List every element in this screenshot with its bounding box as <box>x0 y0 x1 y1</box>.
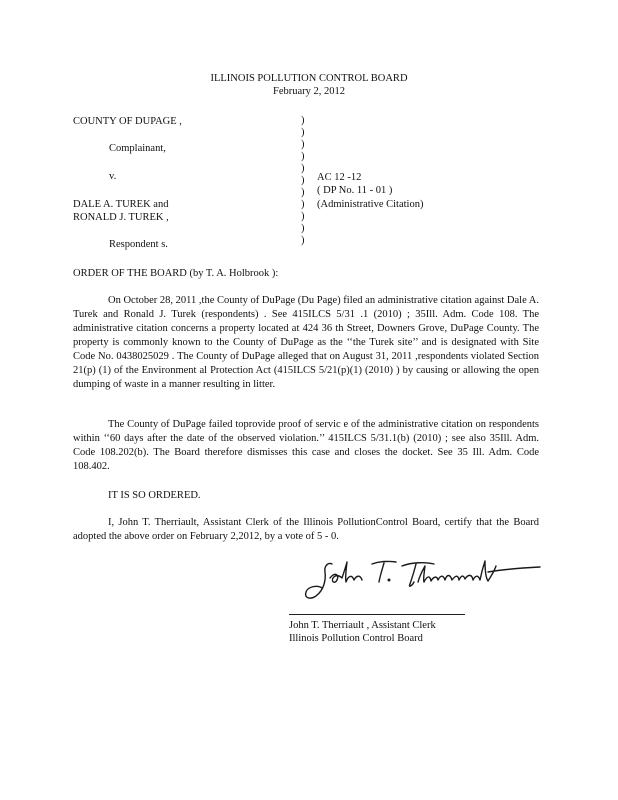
docket-number: ( DP No. 11 - 01 ) <box>317 185 393 196</box>
complainant-role: Complainant, <box>109 143 166 154</box>
complainant-party: COUNTY OF DUPAGE , <box>73 116 182 127</box>
bracket-mark: ) <box>301 175 305 186</box>
versus-label: v. <box>109 171 117 182</box>
bracket-mark: ) <box>301 199 305 210</box>
bracket-mark: ) <box>301 139 305 150</box>
case-type: (Administrative Citation) <box>317 199 424 210</box>
bracket-mark: ) <box>301 211 305 222</box>
body-paragraph: The County of DuPage failed toprovide proof of servic e of the administrative citation on respondents within ‘‘60 days after the date of the observed violation.’’ 415ILCS 5/31.1(b) (2010) ; see also 35Ill. Adm. Code 108.202(b). The Board therefore dismisses this case and closes the docket. See 35 Ill. Adm. Code 108.402. <box>73 419 539 472</box>
bracket-mark: ) <box>301 187 305 198</box>
order-heading: ORDER OF THE BOARD (by T. A. Holbrook ): <box>73 268 279 279</box>
agency-title: ILLINOIS POLLUTION CONTROL BOARD <box>210 73 408 84</box>
bracket-mark: ) <box>301 115 305 126</box>
signer-name: John T. Therriault , Assistant Clerk <box>289 620 436 631</box>
ordered-line: IT IS SO ORDERED. <box>108 490 201 501</box>
order-date: February 2, 2012 <box>272 86 346 97</box>
bracket-mark: ) <box>301 151 305 162</box>
signature-line <box>289 614 465 615</box>
respondent-role: Respondent s. <box>109 239 168 250</box>
bracket-mark: ) <box>301 127 305 138</box>
handwritten-signature <box>300 552 545 604</box>
clerk-certification: I, John T. Therriault, Assistant Clerk of the Illinois PollutionControl Board, certify that the Board adopted the above order on February 2,2012, by a vote of 5 - 0. <box>73 517 539 542</box>
signer-agency: Illinois Pollution Control Board <box>289 633 423 644</box>
bracket-mark: ) <box>301 235 305 246</box>
caption-bracket <box>301 115 311 247</box>
respondent-name-1: DALE A. TUREK and <box>73 199 169 210</box>
body-paragraph: On October 28, 2011 ,the County of DuPage (Du Page) filed an administrative citation against Dale A. Turek and Ronald J. Turek (respondents) . See 415ILCS 5/31 .1 (2010) ; 35Ill. Adm. Code 108. The administrative citation concerns a property located at 424 36 th Street, Downers Grove, DuPage County. The property is commonly known to the County of DuPage as the ‘‘the Turek site’’ and is designated with Site Code No. 0438025029 . The County of DuPage alleged that on August 31, 2011 ,respondents violated Section 21(p) (1) of the Environment al Protection Act (415ILCS 5/21(p)(1) (2010) ) by causing or allowing the open dumping of waste in a manner resulting in litter. <box>73 295 539 390</box>
case-number: AC 12 -12 <box>317 172 362 183</box>
bracket-mark: ) <box>301 163 305 174</box>
bracket-mark: ) <box>301 223 305 234</box>
respondent-name-2: RONALD J. TUREK , <box>73 212 169 223</box>
